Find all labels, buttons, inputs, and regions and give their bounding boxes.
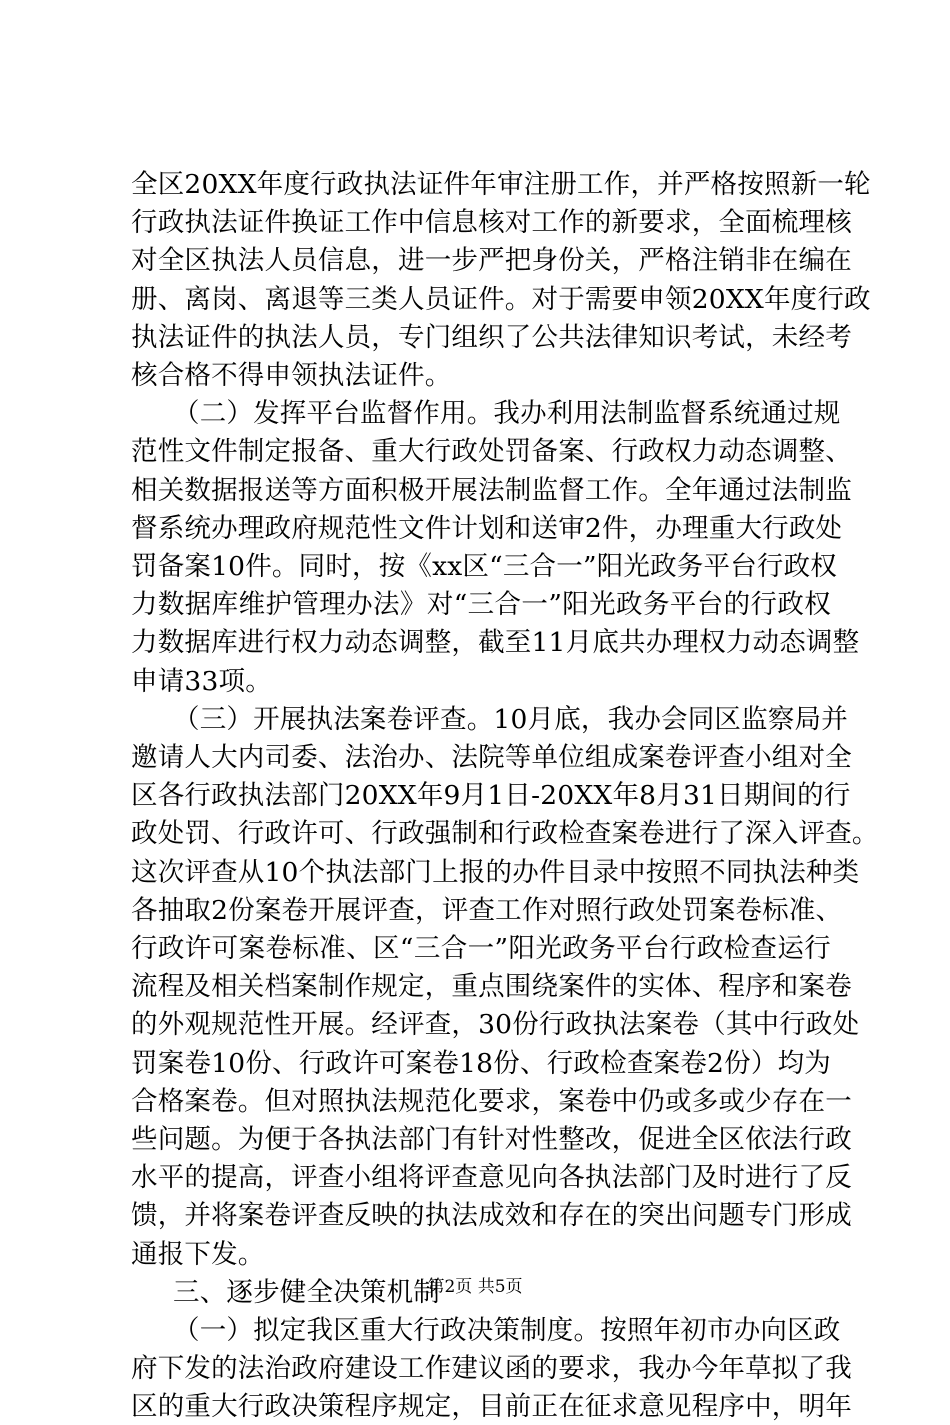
text-line: 三、逐步健全决策机制	[173, 1276, 440, 1308]
text-line: 督系统办理政府规范性文件计划和送审2件，办理重大行政处	[131, 512, 843, 544]
text-line: 的外观规范性开展。经评查，30份行政执法案卷（其中行政处	[131, 1009, 860, 1041]
text-line: 申请33项。	[131, 665, 272, 697]
text-line: 相关数据报送等方面积极开展法制监督工作。全年通过法制监	[131, 474, 852, 506]
text-line: 政处罚、行政许可、行政强制和行政检查案卷进行了深入评查。	[131, 818, 879, 850]
text-line: 区的重大行政决策程序规定，目前正在征求意见程序中，明年	[131, 1391, 852, 1423]
text-line: 水平的提高，评查小组将评查意见向各执法部门及时进行了反	[131, 1162, 852, 1194]
text-line: 各抽取2份案卷开展评查，评查工作对照行政处罚案卷标准、	[131, 894, 843, 926]
text-line: 行政执法证件换证工作中信息核对工作的新要求，全面梳理核	[131, 207, 852, 239]
text-line: （一）拟定我区重大行政决策制度。按照年初市办向区政	[173, 1315, 841, 1346]
text-line: 范性文件制定报备、重大行政处罚备案、行政权力动态调整、	[131, 436, 852, 468]
text-line: 合格案卷。但对照执法规范化要求，案卷中仍或多或少存在一	[131, 1085, 852, 1117]
text-line: 行政许可案卷标准、区“三合一”阳光政务平台行政检查运行	[131, 933, 831, 964]
text-line: 全区20XX年度行政执法证件年审注册工作，并严格按照新一轮	[131, 169, 871, 200]
page-footer: 第2页 共5页	[427, 1277, 523, 1297]
text-line: 力数据库维护管理办法》对“三合一”阳光政务平台的行政权	[131, 589, 831, 621]
text-line: 册、离岗、离退等三类人员证件。对于需要申领20XX年度行政	[131, 283, 871, 315]
text-line: （二）发挥平台监督作用。我办利用法制监督系统通过规	[173, 398, 841, 430]
text-line: 区各行政执法部门20XX年9月1日-20XX年8月31日期间的行	[131, 780, 851, 812]
text-line: 罚案卷10份、行政许可案卷18份、行政检查案卷2份）均为	[131, 1047, 831, 1079]
text-line: 力数据库进行权力动态调整，截至11月底共办理权力动态调整	[131, 627, 860, 659]
text-line: （三）开展执法案卷评查。10月底，我办会同区监察局并	[173, 703, 848, 735]
text-line: 通报下发。	[131, 1238, 265, 1270]
text-line: 罚备案10件。同时，按《xx区“三合一”阳光政务平台行政权	[131, 551, 838, 582]
text-line: 对全区执法人员信息，进一步严把身份关，严格注销非在编在	[131, 245, 852, 277]
text-line: 邀请人大内司委、法治办、法院等单位组成案卷评查小组对全	[131, 742, 852, 773]
text-line: 执法证件的执法人员，专门组织了公共法律知识考试，未经考	[131, 321, 852, 353]
text-line: 馈，并将案卷评查反映的执法成效和存在的突出问题专门形成	[131, 1200, 852, 1232]
text-line: 这次评查从10个执法部门上报的办件目录中按照不同执法种类	[131, 856, 860, 888]
text-line: 府下发的法治政府建设工作建议函的要求，我办今年草拟了我	[131, 1353, 852, 1385]
text-line: 流程及相关档案制作规定，重点围绕案件的实体、程序和案卷	[131, 971, 852, 1003]
text-line: 核合格不得申领执法证件。	[131, 360, 452, 391]
text-line: 些问题。为便于各执法部门有针对性整改，促进全区依法行政	[131, 1124, 852, 1155]
